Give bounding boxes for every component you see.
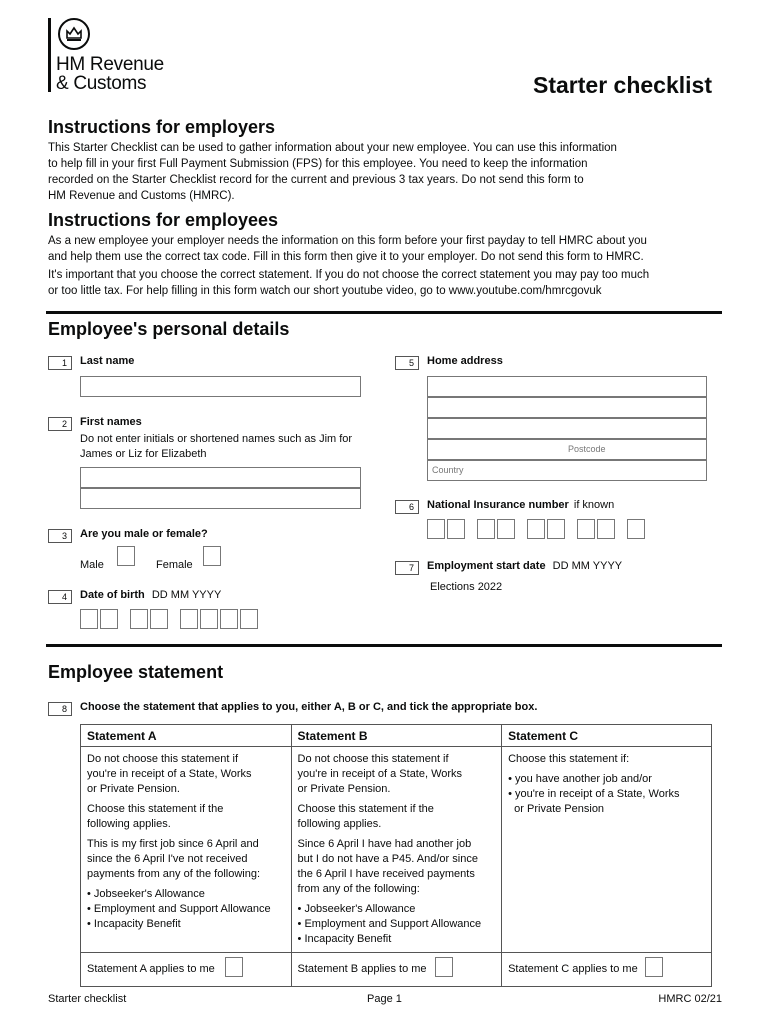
q2-hint: Do not enter initials or shortened names such as Jim for James or Liz for Elizabeth <box>80 433 353 460</box>
q4-label-row <box>80 589 221 601</box>
q4-format: DD MM YYYY <box>151 589 222 601</box>
male-checkbox[interactable] <box>117 546 135 566</box>
q7-format: DD MM YYYY <box>552 560 623 572</box>
dob-digit[interactable] <box>130 609 148 629</box>
q4-label: Date of birth <box>80 589 145 601</box>
q6-label: National Insurance number <box>427 499 569 511</box>
ni-digit[interactable] <box>497 519 515 539</box>
form-reference: HMRC 02/21 <box>658 993 722 1005</box>
postcode-placeholder: Postcode <box>568 444 606 454</box>
start-date-value[interactable]: Elections 2022 <box>430 581 503 593</box>
statement-c-applies: Statement C applies to me <box>502 953 712 987</box>
last-name-field[interactable] <box>80 376 361 397</box>
ni-digit[interactable] <box>547 519 565 539</box>
address-line-1[interactable] <box>427 376 707 397</box>
statement-c-title: Statement C <box>502 725 712 747</box>
statement-b-applies: Statement B applies to me <box>291 953 502 987</box>
statement-c-body: Choose this statement if: • you have another job and/or • you're in receipt of a State, Works or Private Pension <box>502 747 712 953</box>
q2-number: 2 <box>48 417 72 431</box>
statement-c-checkbox[interactable] <box>645 957 663 977</box>
statement-a-body: Do not choose this statement if you're in receipt of a State, Works or Private Pension. Choose this statement if the following applies. This is my first job since 6 April and since the 6 April I've not received payments from any of the following: • Jobseeker's Allowance • Employment and Support Allowance • Incapacity Benefit <box>81 747 292 953</box>
footer-left: Starter checklist <box>48 993 127 1005</box>
female-checkbox[interactable] <box>203 546 221 566</box>
section-divider <box>46 644 722 647</box>
employers-text: This Starter Checklist can be used to gather information about your new employee. You can use this information to help fill in your first Full Payment Submission (FPS) for this employee. You need to keep the information recorded on the Starter Checklist record for the current and previous 3 tax years. Do not send this form to HM Revenue and Customs (HMRC). <box>48 142 617 202</box>
q1-number: 1 <box>48 356 72 370</box>
page-number: Page 1 <box>367 993 402 1005</box>
dob-digit[interactable] <box>150 609 168 629</box>
dob-digit[interactable] <box>240 609 258 629</box>
statement-b-checkbox[interactable] <box>435 957 453 977</box>
dob-digit[interactable] <box>80 609 98 629</box>
statement-a-applies: Statement A applies to me <box>81 953 292 987</box>
ni-digit[interactable] <box>627 519 645 539</box>
q1-label: Last name <box>80 355 135 367</box>
country-placeholder: Country <box>432 465 464 475</box>
ni-digit[interactable] <box>447 519 465 539</box>
statement-table <box>80 724 712 987</box>
statement-b-body: Do not choose this statement if you're in receipt of a State, Works or Private Pension. Choose this statement if the following applies. Since 6 April I have had another job but I do not have a P45. And/or since the 6 April I have received payments from any of the following: • Jobseeker's Allowance • Employment and Support Allowance • Incapacity Benefit <box>291 747 502 953</box>
q8-label: Choose the statement that applies to you, either A, B or C, and tick the appropriate box. <box>80 701 538 713</box>
q5-label: Home address <box>427 355 503 367</box>
employees-heading: Instructions for employees <box>48 210 279 230</box>
first-names-field-1[interactable] <box>80 467 361 488</box>
address-line-2[interactable] <box>427 397 707 418</box>
q2-label: First names <box>80 416 142 428</box>
q6-number: 6 <box>395 500 419 514</box>
employers-heading: Instructions for employers <box>48 117 276 137</box>
employees-text-2: It's important that you choose the correct statement. If you do not choose the correct statement you may pay too much or too little tax. For help filling in this form watch our short youtube video, go to www.youtube.com/hmrcgovuk <box>48 269 650 297</box>
q3-label: Are you male or female? <box>80 528 208 540</box>
personal-details-heading: Employee's personal details <box>48 319 290 339</box>
male-label: Male <box>80 559 104 571</box>
first-names-field-2[interactable] <box>80 488 361 509</box>
q4-number: 4 <box>48 590 72 604</box>
dob-digit[interactable] <box>100 609 118 629</box>
employees-text-1: As a new employee your employer needs the information on this form before your first payday to tell HMRC about you and help them use the correct tax code. Fill in this form then give it to your employer. Do not send this form to HMRC. <box>48 235 647 263</box>
dob-digit[interactable] <box>200 609 218 629</box>
q3-number: 3 <box>48 529 72 543</box>
q7-label-row <box>427 560 622 572</box>
logo-bar <box>48 18 51 92</box>
female-label: Female <box>156 559 193 571</box>
org-name: HM Revenue & Customs <box>56 54 164 94</box>
statement-b-title: Statement B <box>291 725 502 747</box>
q7-label: Employment start date <box>427 560 546 572</box>
q6-label-row <box>427 499 614 511</box>
q6-suffix: if known <box>573 499 615 511</box>
country-field[interactable] <box>427 460 707 481</box>
dob-digit[interactable] <box>180 609 198 629</box>
ni-digit[interactable] <box>477 519 495 539</box>
statement-a-title: Statement A <box>81 725 292 747</box>
ni-digit[interactable] <box>527 519 545 539</box>
ni-digit[interactable] <box>577 519 595 539</box>
postcode-field[interactable] <box>427 439 707 460</box>
crown-icon <box>58 18 90 50</box>
address-line-3[interactable] <box>427 418 707 439</box>
q5-number: 5 <box>395 356 419 370</box>
q8-number: 8 <box>48 702 72 716</box>
page-title: Starter checklist <box>533 72 712 98</box>
ni-digit[interactable] <box>597 519 615 539</box>
statement-a-checkbox[interactable] <box>225 957 243 977</box>
dob-digit[interactable] <box>220 609 238 629</box>
statement-heading: Employee statement <box>48 662 224 682</box>
q7-number: 7 <box>395 561 419 575</box>
ni-digit[interactable] <box>427 519 445 539</box>
section-divider <box>46 311 722 314</box>
